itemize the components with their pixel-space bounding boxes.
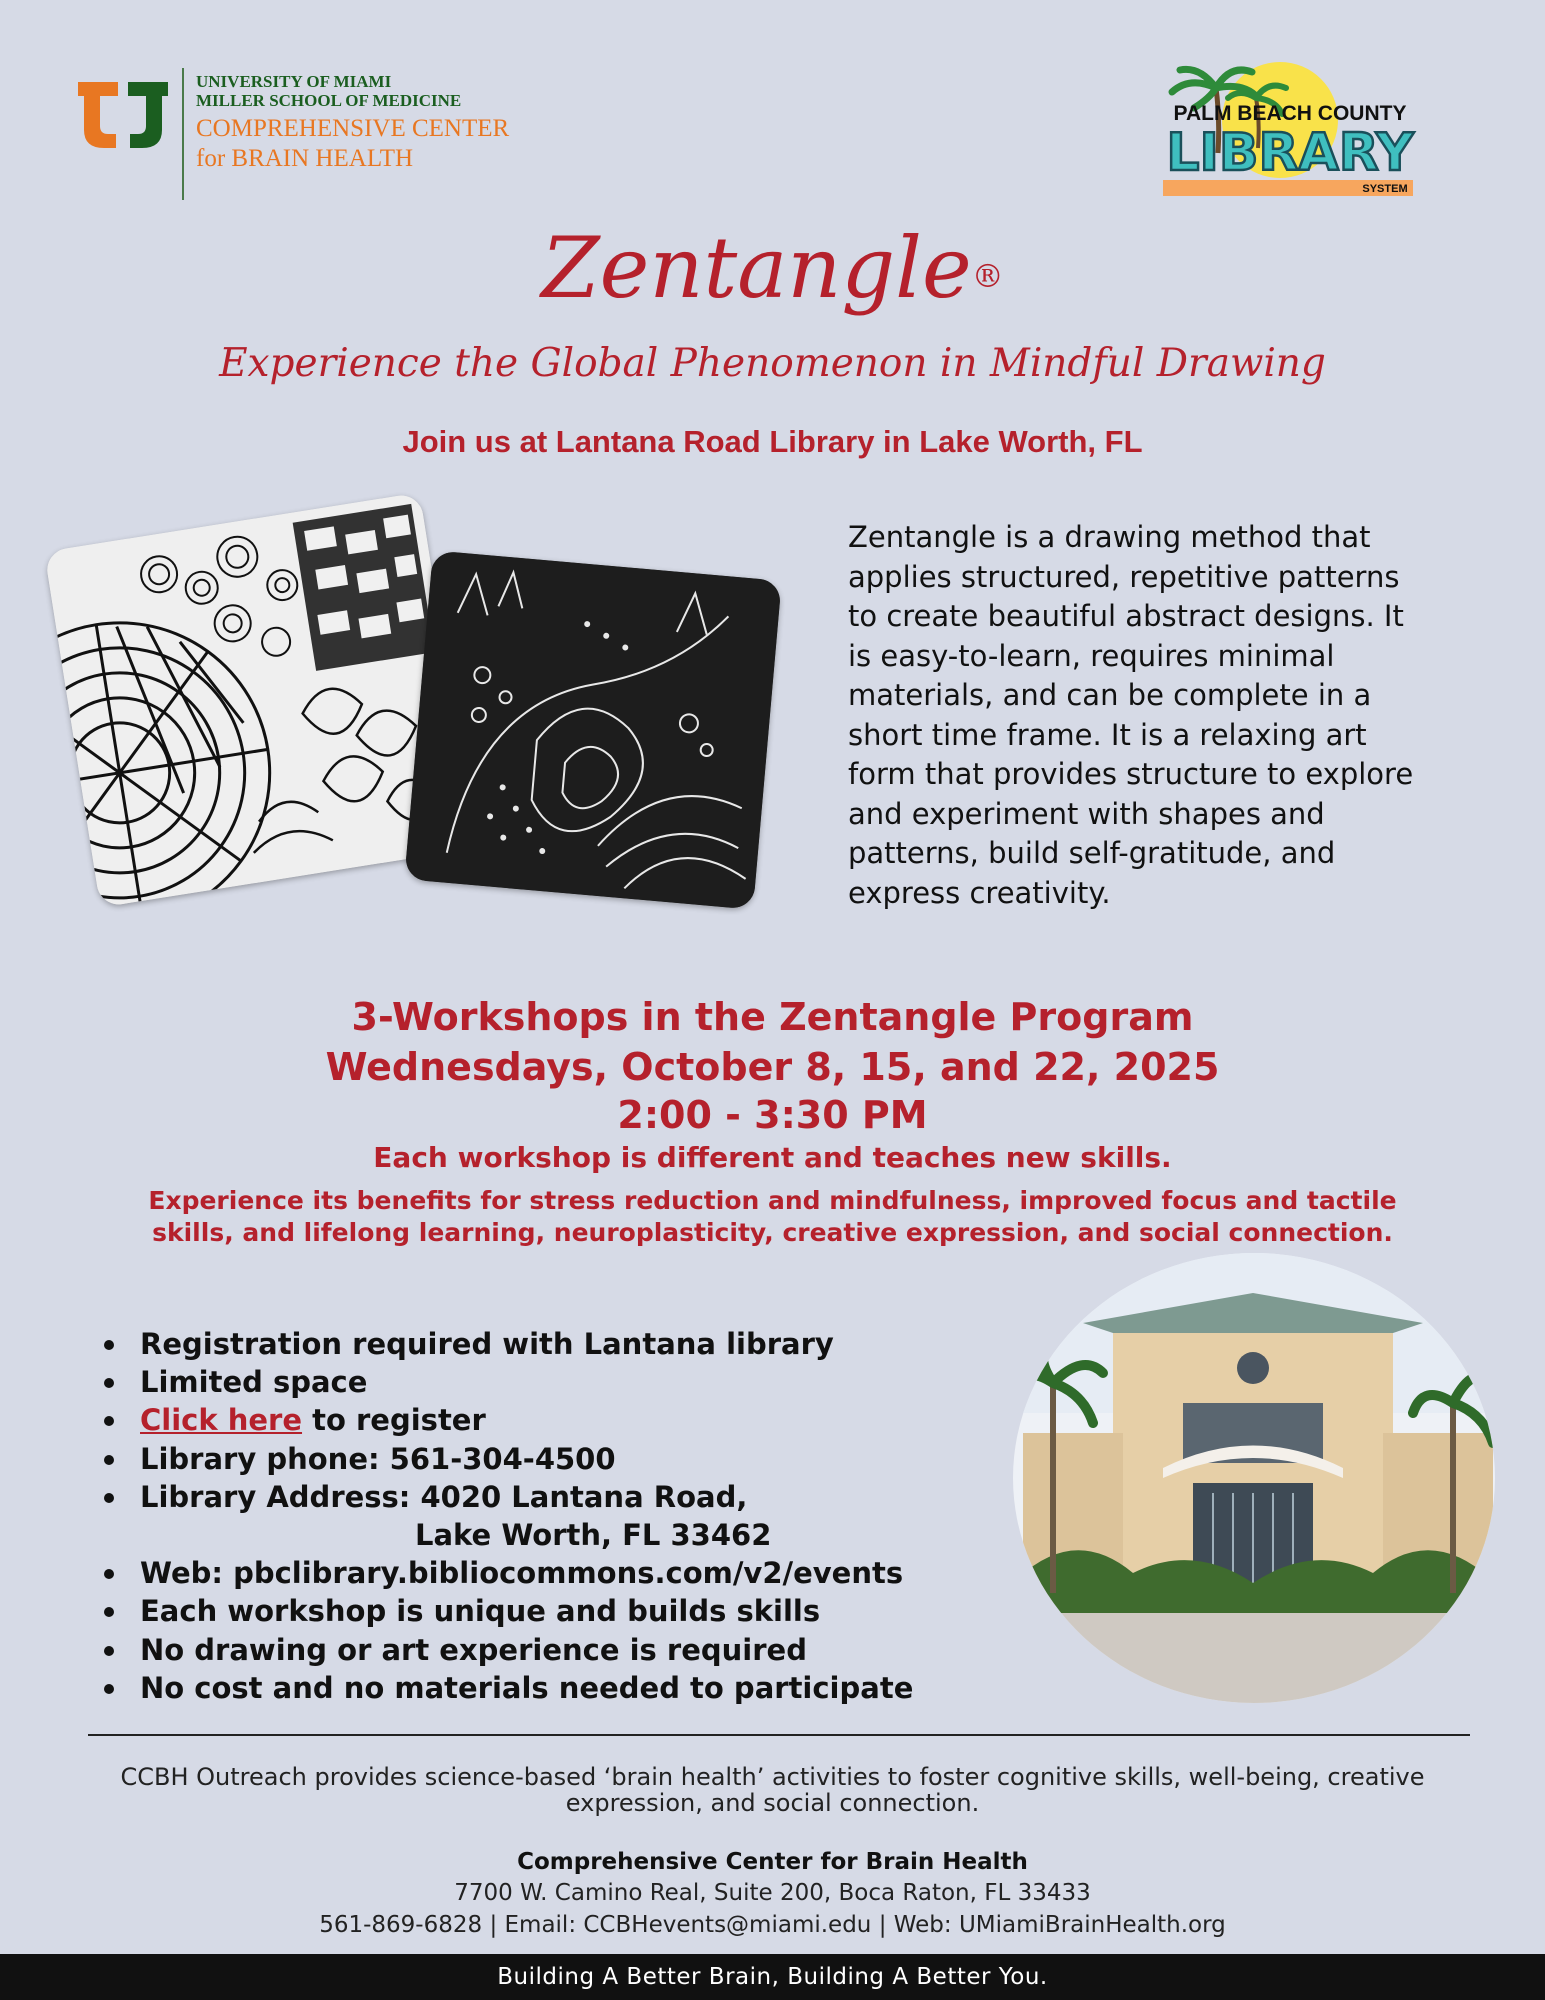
list-item-text: to register bbox=[302, 1403, 486, 1438]
register-link[interactable]: Click here bbox=[140, 1403, 303, 1438]
library-address-city: Lake Worth, FL 33462 bbox=[415, 1518, 772, 1553]
library-building-photo bbox=[1013, 1253, 1495, 1703]
page-title bbox=[0, 218, 1545, 318]
bullet-icon bbox=[104, 1493, 114, 1503]
um-line2: MILLER SCHOOL OF MEDICINE bbox=[196, 91, 462, 110]
um-u-logo-icon bbox=[78, 82, 168, 152]
zentangle-tile-dark-image bbox=[404, 550, 781, 909]
registered-mark: ® bbox=[971, 257, 1004, 295]
list-item-text: No cost and no materials needed to participate bbox=[140, 1670, 914, 1705]
bullet-icon bbox=[104, 1684, 114, 1694]
bullet-icon bbox=[104, 1455, 114, 1465]
workshop-heading: 3-Workshops in the Zentangle Program bbox=[351, 995, 1194, 1039]
um-line4: for BRAIN HEALTH bbox=[196, 145, 414, 172]
workshop-note: Each workshop is different and teaches new skills. bbox=[373, 1141, 1172, 1174]
bullet-icon bbox=[104, 1340, 114, 1350]
list-item-text: Registration required with Lantana library bbox=[140, 1327, 834, 1361]
library-phone: Library phone: 561-304-4500 bbox=[140, 1441, 616, 1476]
list-item bbox=[100, 1592, 1000, 1630]
bullet-icon bbox=[104, 1646, 114, 1656]
center-name: Comprehensive Center for Brain Health bbox=[517, 1849, 1028, 1875]
um-ccbh-logo bbox=[78, 68, 598, 202]
um-logo-text bbox=[196, 72, 509, 174]
details-list bbox=[100, 1325, 1000, 1707]
workshop-benefits: Experience its benefits for stress reduction and mindfulness, improved focus and tactile skills, and lifelong learning, neuroplasticity, creative expression, and social connection. bbox=[148, 1186, 1397, 1247]
outreach-statement: CCBH Outreach provides science-based ‘brain health’ activities to foster cognitive skills, well-being, creative expression, and social connection. bbox=[120, 1763, 1425, 1817]
pbc-line3: SYSTEM bbox=[1362, 183, 1408, 195]
center-address: 7700 W. Camino Real, Suite 200, Boca Raton, FL 33433 bbox=[454, 1880, 1091, 1906]
um-line3: COMPREHENSIVE CENTER bbox=[196, 115, 510, 142]
footer-divider bbox=[88, 1734, 1470, 1736]
library-web: Web: pbclibrary.bibliocommons.com/v2/events bbox=[140, 1556, 904, 1591]
tagline-bar: Building A Better Brain, Building A Better You. bbox=[0, 1954, 1545, 2000]
center-contact: 561-869-6828 | Email: CCBHevents@miami.edu | Web: UMiamiBrainHealth.org bbox=[319, 1912, 1226, 1938]
title-text: Zentangle bbox=[541, 219, 972, 317]
list-item-text: No drawing or art experience is required bbox=[140, 1632, 807, 1667]
list-item bbox=[100, 1325, 1000, 1363]
zentangle-description: Zentangle is a drawing method that applies structured, repetitive patterns to create beautiful abstract designs. It is easy-to-learn, requires minimal materials, and can be complete in a short time frame. It is a relaxing art form that provides structure to explore and experiment with shapes and patterns, build self-gratitude, and express creativity. bbox=[848, 520, 1414, 910]
bullet-icon bbox=[104, 1416, 114, 1426]
bullet-icon bbox=[104, 1569, 114, 1579]
um-line1: UNIVERSITY OF MIAMI bbox=[196, 72, 392, 91]
logo-divider bbox=[182, 68, 184, 200]
pbc-line1: PALM BEACH COUNTY bbox=[1173, 102, 1407, 125]
list-item bbox=[100, 1478, 1000, 1516]
list-item bbox=[100, 1554, 1000, 1592]
pbc-library-logo bbox=[1160, 58, 1425, 198]
workshop-dates: Wednesdays, October 8, 15, and 22, 2025 bbox=[325, 1045, 1220, 1089]
list-item bbox=[100, 1631, 1000, 1669]
workshop-time: 2:00 - 3:30 PM bbox=[617, 1093, 928, 1137]
bullet-icon bbox=[104, 1607, 114, 1617]
library-address: Library Address: 4020 Lantana Road, bbox=[140, 1479, 748, 1514]
pbc-line2: LIBRARY bbox=[1166, 123, 1414, 183]
list-item-text: Each workshop is unique and builds skills bbox=[140, 1594, 821, 1629]
bullet-icon bbox=[104, 1378, 114, 1388]
list-item-continuation bbox=[100, 1516, 1000, 1554]
page-subtitle: Experience the Global Phenomenon in Mindful Drawing bbox=[219, 341, 1326, 386]
list-item bbox=[100, 1669, 1000, 1707]
list-item-text: Limited space bbox=[140, 1365, 368, 1400]
list-item bbox=[100, 1440, 1000, 1478]
location-heading: Join us at Lantana Road Library in Lake Worth, FL bbox=[402, 424, 1143, 459]
list-item bbox=[100, 1363, 1000, 1401]
list-item bbox=[100, 1401, 1000, 1439]
